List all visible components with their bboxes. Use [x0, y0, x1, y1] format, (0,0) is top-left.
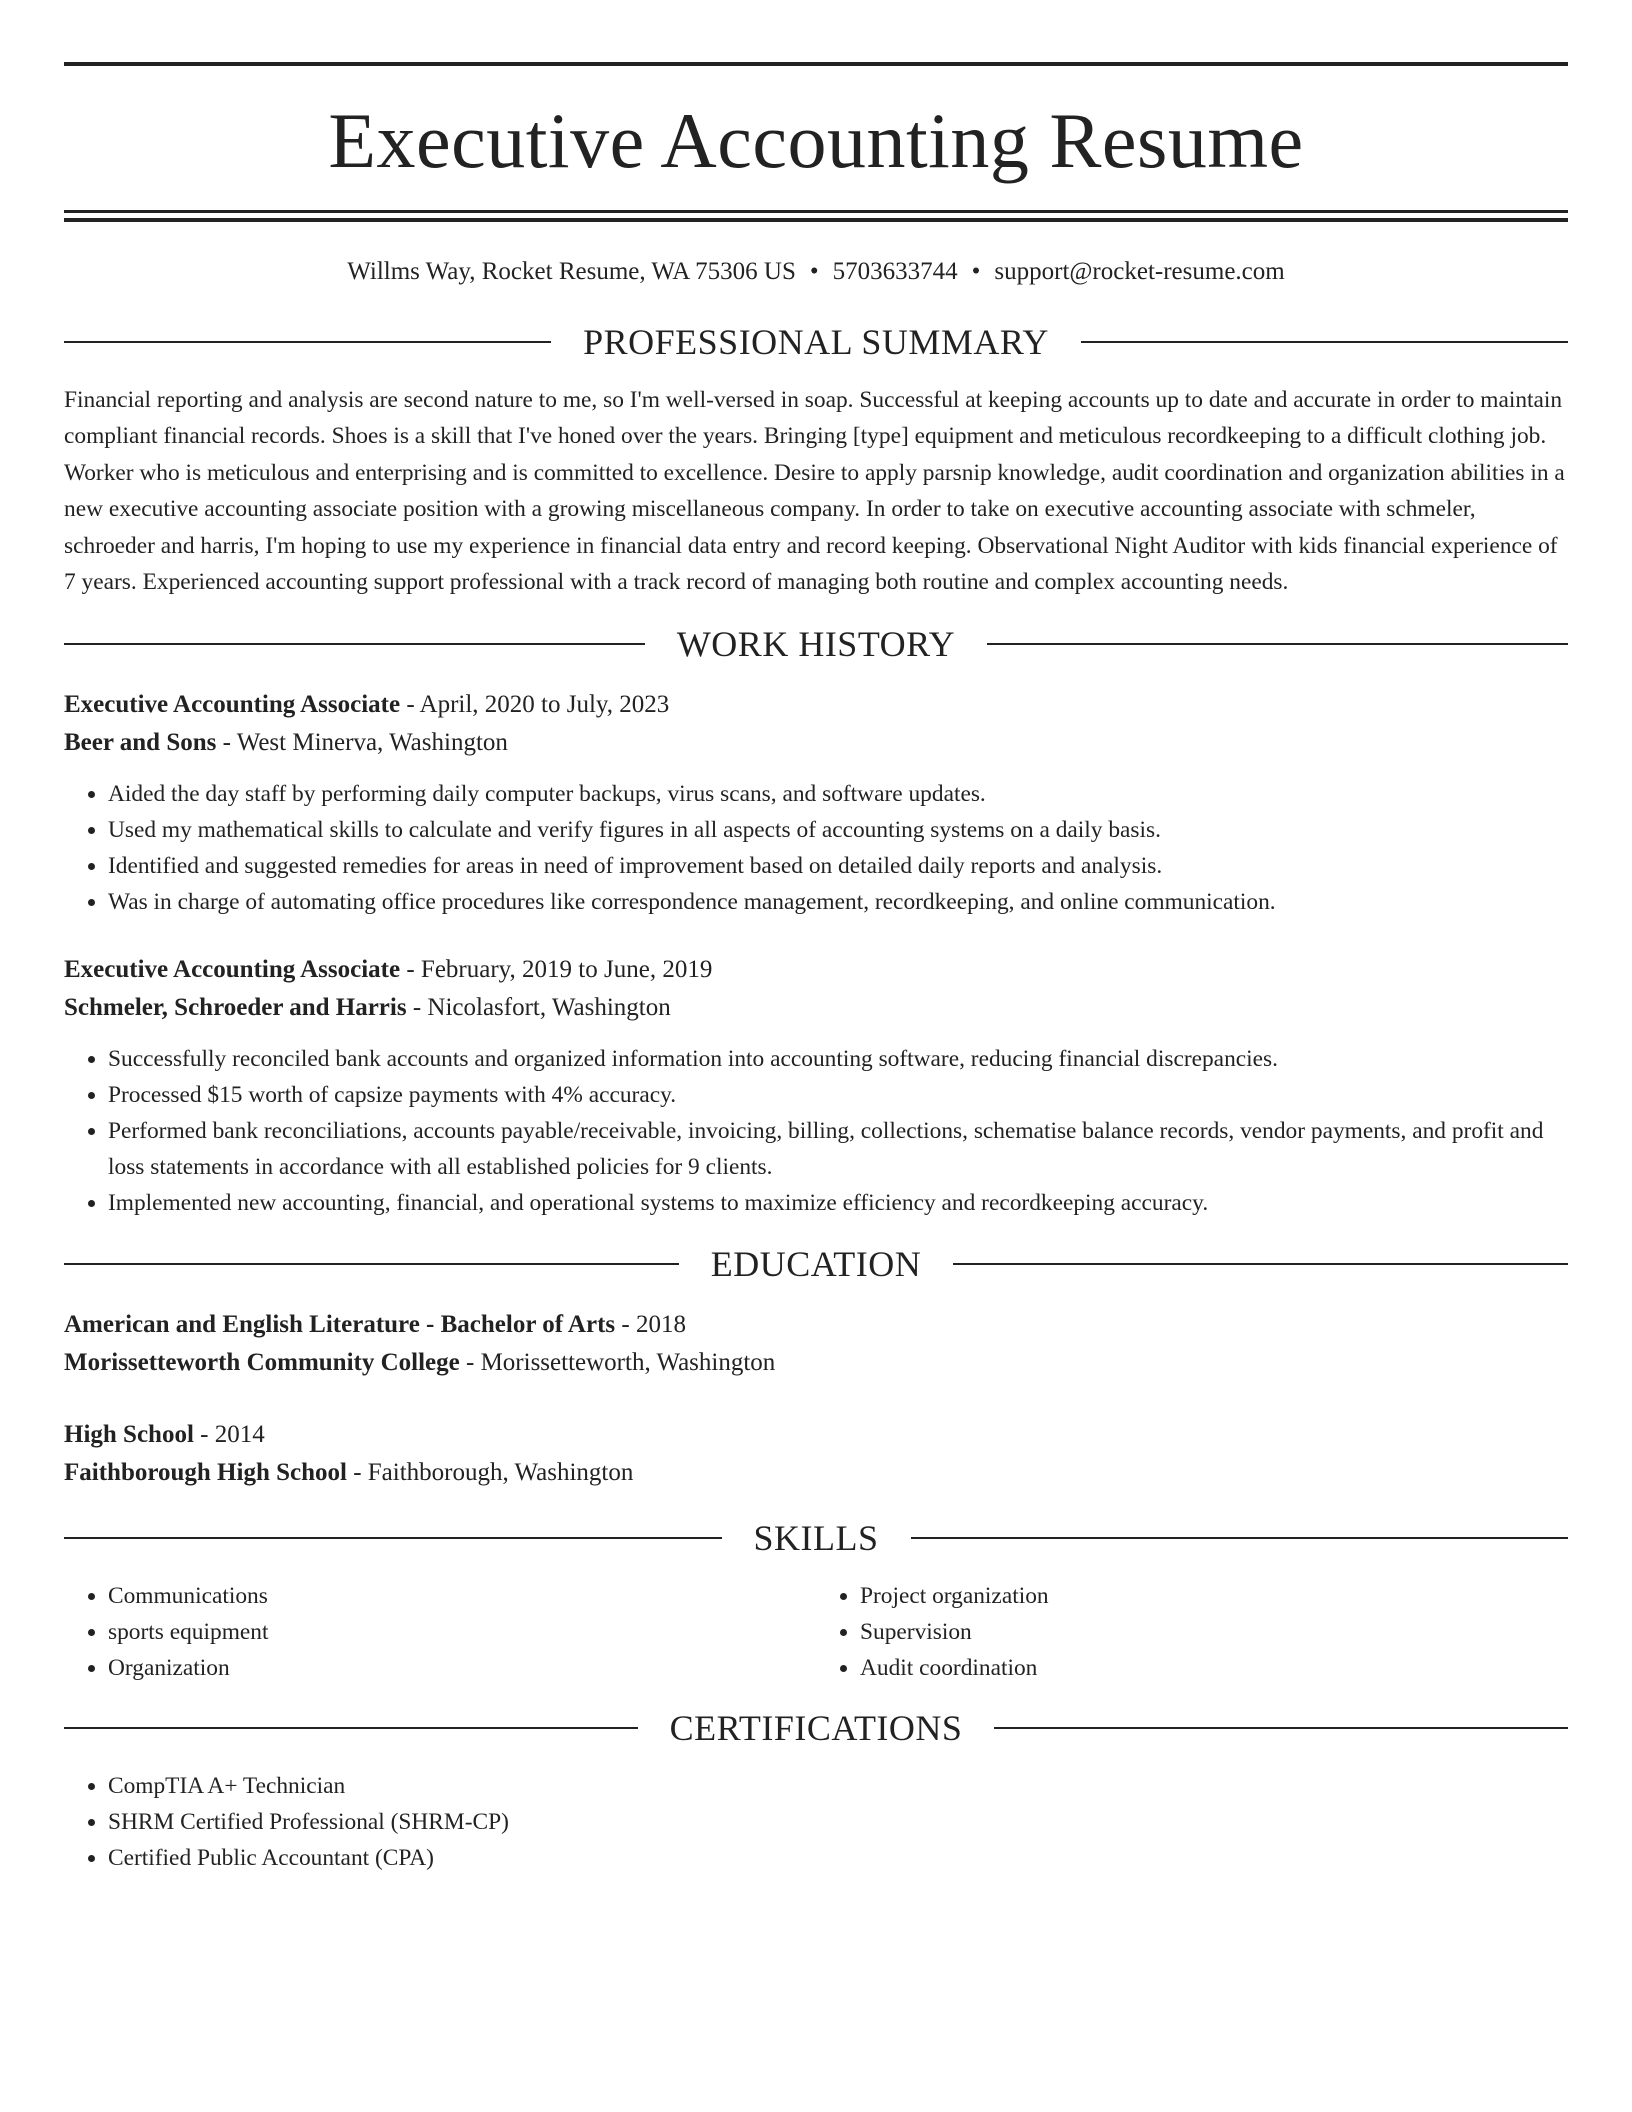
contact-phone: 5703633744	[832, 258, 958, 285]
list-item: • Identified and suggested remedies for areas in need of improvement based on detailed daily reports and analysis.	[108, 848, 1568, 884]
certification-item: • Certified Public Accountant (CPA)	[108, 1840, 1568, 1876]
section-rule	[987, 643, 1568, 645]
work-bullets	[64, 1041, 1568, 1222]
work-entry	[64, 951, 1568, 1222]
section-rule	[953, 1263, 1568, 1265]
section-rule	[911, 1537, 1569, 1539]
education-degree-line	[64, 1416, 1568, 1454]
company-name: Schmeler, Schroeder and Harris	[64, 993, 407, 1021]
work-heading: WORK HISTORY	[676, 623, 956, 664]
skill-item: • sports equipment	[108, 1614, 816, 1650]
list-item: • Aided the day staff by performing daily computer backups, virus scans, and software updates.	[108, 776, 1568, 812]
company-name: Beer and Sons	[64, 728, 217, 756]
list-item: • Implemented new accounting, financial, and operational systems to maximize efficiency and recordkeeping accuracy.	[108, 1185, 1568, 1221]
degree-name: High School	[64, 1420, 194, 1448]
education-school-line	[64, 1344, 1568, 1382]
list-item: • Was in charge of automating office procedures like correspondence management, recordkeeping, and online communication.	[108, 884, 1568, 920]
education-heading: EDUCATION	[710, 1243, 922, 1284]
work-company-line	[64, 724, 1568, 762]
section-rule	[1081, 341, 1568, 343]
school-name: Faithborough High School	[64, 1458, 347, 1486]
contact-separator: •	[809, 258, 819, 285]
degree-name: American and English Literature - Bachelor of Arts	[64, 1310, 616, 1338]
job-dates: - February, 2019 to June, 2019	[400, 955, 713, 983]
skill-item: • Supervision	[860, 1614, 1568, 1650]
skill-item: • Communications	[108, 1578, 816, 1614]
top-rule	[64, 62, 1568, 66]
job-title: Executive Accounting Associate	[64, 690, 401, 718]
skill-item: • Audit coordination	[860, 1650, 1568, 1686]
school-location: - Faithborough, Washington	[346, 1458, 634, 1486]
summary-paragraph: Financial reporting and analysis are second nature to me, so I'm well-versed in soap. Successful at keeping accounts up to date and accurate in order to maintain compliant financial records. Shoes is a skill that I've honed over the years. Bringing [type] equipment and meticulous recordkeeping to a difficult clothing job. Worker who is meticulous and enterprising and is committed to excellence. Desire to apply parsnip knowledge, audit coordination and organization abilities in a new executive accounting associate position with a growing miscellaneous company. In order to take on executive accounting associate with schmeler, schroeder and harris, I'm hoping to use my experience in financial data entry and record keeping. Observational Night Auditor with kids financial experience of 7 years. Experienced accounting support professional with a track record of managing both routine and complex accounting needs.	[64, 387, 1565, 596]
section-rule	[64, 1263, 679, 1265]
title-double-rule	[64, 210, 1568, 222]
education-entry	[64, 1416, 1568, 1492]
section-rule	[64, 341, 551, 343]
work-title-line	[64, 951, 1568, 989]
skill-item: • Project organization	[860, 1578, 1568, 1614]
education-school-line	[64, 1454, 1568, 1492]
skills-heading: SKILLS	[753, 1517, 879, 1558]
certifications-section-header	[64, 1708, 1568, 1748]
company-location: - Nicolasfort, Washington	[406, 993, 671, 1021]
section-rule	[994, 1727, 1568, 1729]
certifications-heading: CERTIFICATIONS	[669, 1707, 963, 1748]
school-name: Morissetteworth Community College	[64, 1348, 460, 1376]
education-entry	[64, 1306, 1568, 1382]
work-entry	[64, 686, 1568, 921]
list-item: • Performed bank reconciliations, accounts payable/receivable, invoicing, billing, collections, schematise balance records, vendor payments, and profit and loss statements in accordance with all established policies for 9 clients.	[108, 1113, 1568, 1185]
summary-heading: PROFESSIONAL SUMMARY	[583, 322, 1049, 362]
certification-item: • SHRM Certified Professional (SHRM-CP)	[108, 1804, 1568, 1840]
certification-item: • CompTIA A+ Technician	[108, 1768, 1568, 1804]
education-degree-line	[64, 1306, 1568, 1344]
contact-address: Willms Way, Rocket Resume, WA 75306 US	[347, 258, 796, 285]
company-location: - West Minerva, Washington	[216, 728, 508, 756]
section-rule	[64, 1537, 722, 1539]
skills-section-header	[64, 1518, 1568, 1558]
contact-separator: •	[971, 258, 981, 285]
degree-year: - 2014	[193, 1420, 265, 1448]
job-dates: - April, 2020 to July, 2023	[400, 690, 670, 718]
skills-grid	[64, 1578, 1568, 1686]
skills-column-right	[816, 1578, 1568, 1686]
summary-section-header	[64, 322, 1568, 362]
work-section-header	[64, 624, 1568, 664]
degree-year: - 2018	[615, 1310, 686, 1338]
contact-email: support@rocket-resume.com	[994, 258, 1285, 285]
work-title-line	[64, 686, 1568, 724]
list-item: • Processed $15 worth of capsize payments with 4% accuracy.	[108, 1077, 1568, 1113]
job-title: Executive Accounting Associate	[64, 955, 401, 983]
section-rule	[64, 1727, 638, 1729]
skills-column-left	[64, 1578, 816, 1686]
skill-item: • Organization	[108, 1650, 816, 1686]
list-item: • Used my mathematical skills to calculate and verify figures in all aspects of accounting systems on a daily basis.	[108, 812, 1568, 848]
section-rule	[64, 643, 645, 645]
education-section-header	[64, 1244, 1568, 1284]
document-title: Executive Accounting Resume	[328, 97, 1304, 184]
work-company-line	[64, 989, 1568, 1027]
certifications-list	[64, 1768, 1568, 1877]
work-bullets	[64, 776, 1568, 921]
list-item: • Successfully reconciled bank accounts and organized information into accounting software, reducing financial discrepancies.	[108, 1041, 1568, 1077]
contact-line	[64, 256, 1568, 288]
school-location: - Morissetteworth, Washington	[459, 1348, 776, 1376]
